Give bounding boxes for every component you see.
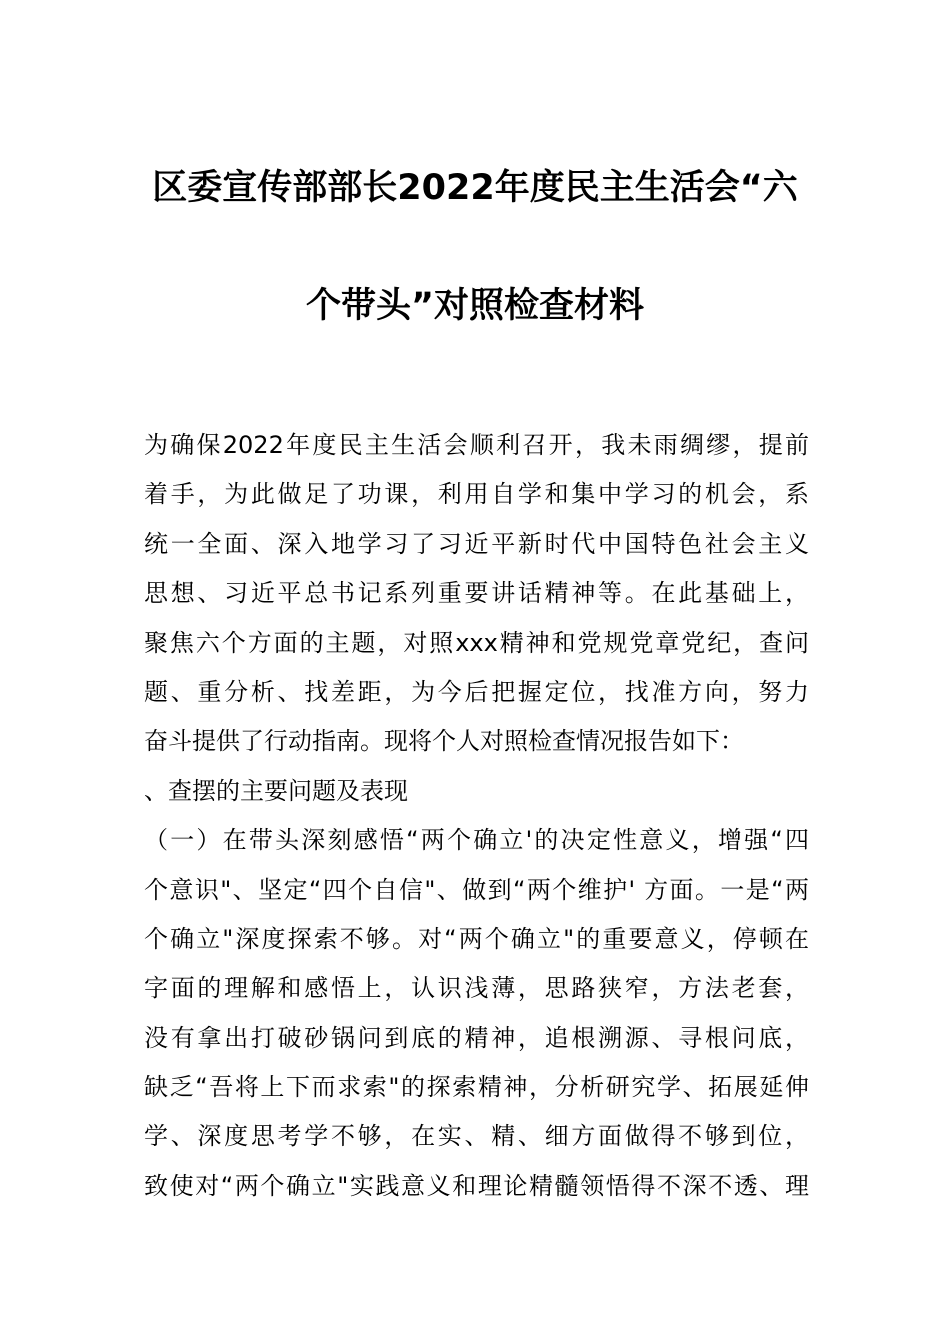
document-title-line-2: 个带头”对照检查材料 xyxy=(305,286,644,326)
body-line: 字面的理解和感悟上，认识浅薄，思路狭窄，方法老套， xyxy=(144,974,809,1003)
body-line: 统一全面、深入地学习了习近平新时代中国特色社会主义 xyxy=(144,529,809,558)
document-body xyxy=(144,421,809,1211)
body-line: 思想、习近平总书记系列重要讲话精神等。在此基础上， xyxy=(144,579,809,608)
body-line: （一）在带头深刻感悟“两个确立'的决定性意义，增强“四 xyxy=(144,826,809,855)
body-line: 着手，为此做足了功课，利用自学和集中学习的机会，系 xyxy=(144,480,809,509)
body-line: 个确立"深度探索不够。对“两个确立"的重要意义，停顿在 xyxy=(144,924,809,953)
body-line: 没有拿出打破砂锅问到底的精神，追根溯源、寻根问底， xyxy=(144,1023,809,1052)
body-line: 聚焦六个方面的主题，对照xxx精神和党规党章党纪，查问 xyxy=(144,628,809,657)
body-line: 个意识"、坚定“四个自信"、做到“两个维护' 方面。一是“两 xyxy=(144,875,809,904)
body-line: 为确保2022年度民主生活会顺利召开，我未雨绸缪，提前 xyxy=(144,431,809,459)
body-line: 缺乏“吾将上下而求索"的探索精神，分析研究学、拓展延伸 xyxy=(144,1073,809,1102)
document-title-line-1: 区委宣传部部长2022年度民主生活会“六 xyxy=(152,168,798,208)
body-line: 题、重分析、找差距，为今后把握定位，找准方向，努力 xyxy=(144,677,809,706)
body-line: 、查摆的主要问题及表现 xyxy=(144,776,408,805)
body-line: 学、深度思考学不够，在实、精、细方面做得不够到位， xyxy=(144,1122,809,1151)
body-line: 奋斗提供了行动指南。现将个人对照检查情况报告如下： xyxy=(144,727,744,756)
body-line: 致使对“两个确立"实践意义和理论精髓领悟得不深不透、理 xyxy=(144,1171,809,1200)
